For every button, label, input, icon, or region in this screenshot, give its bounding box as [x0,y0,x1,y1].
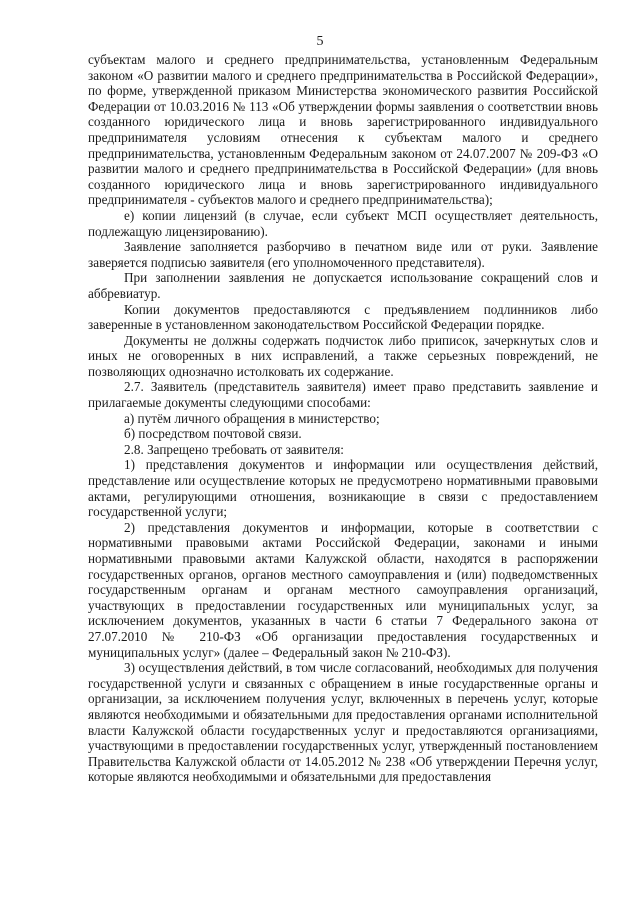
document-body [88,52,598,785]
list-item-a: а) путём личного обращения в министерство; [124,410,380,426]
list-item-b: б) посредством почтовой связи. [124,426,302,442]
list-item-2: 2) представления документов и информации, которые в соответствии с нормативными правовыми актами Российской Федерации, законами и иными нормативными правовыми актами Калужской области, находятся в распоряжении государственных органов, органов местного самоуправления и (или) подведомственных государственным органам и органам местного самоуправления организаций, участвующих в предоставлении государственных или муниципальных услуг, за исключением документов, указанных в части 6 статьи 7 Федерального закона от 27.07.2010 № 210-ФЗ «Об организации предоставления государственных и муниципальных услуг» (далее – Федеральный закон № 210-ФЗ). [88,519,598,660]
paragraph-copies: Копии документов предоставляются с предъявлением подлинников либо заверенные в установленном законодательством Российской Федерации порядке. [88,301,598,333]
page-number: 5 [316,34,324,49]
paragraph-continuation: субъектам малого и среднего предпринимательства, установленным Федеральным законом «О развитии малого и среднего предпринимательства в Российской Федерации», по форме, утвержденной приказом Министерства экономического развития Российской Федерации от 10.03.2016 № 113 «Об утверждении формы заявления о соответствии вновь созданного юридического лица и вновь зарегистрированного индивидуального предпринимателя условиям отнесения к субъектам малого и среднего предпринимательства, установленным Федеральным законом от 24.07.2007 № 209-ФЗ «О развитии малого и среднего предпринимательства в Российской Федерации» (для вновь созданного юридического лица и вновь зарегистрированного индивидуального предпринимателя - субъектов малого и среднего предпринимательства); [88,52,598,208]
list-item-3: 3) осуществления действий, в том числе согласований, необходимых для получения государственной услуги и связанных с обращением в иные государственные органы и организации, за исключением получения услуг, включенных в перечень услуг, которые являются необходимыми и обязательными для предоставления органами исполнительной власти Калужской области государственных услуг и предоставляются организациями, участвующими в предоставлении государственных услуг, утвержденный постановлением Правительства Калужской области от 14.05.2012 № 238 «Об утверждении Перечня услуг, которые являются необходимыми и обязательными для предоставления [88,660,598,785]
paragraph-section-2-8: 2.8. Запрещено требовать от заявителя: [124,441,344,457]
paragraph-section-2-7: 2.7. Заявитель (представитель заявителя) имеет право представить заявление и прилагаемые документы следующими способами: [88,379,598,411]
paragraph-licenses: е) копии лицензий (в случае, если субъект МСП осуществляет деятельность, подлежащую лицензированию). [88,207,598,239]
list-item-1: 1) представления документов и информации или осуществления действий, представление или осуществление которых не предусмотрено нормативными правовыми актами, регулирующими отношения, возникающие в связи с предоставлением государственной услуги; [88,457,598,520]
paragraph-corrections: Документы не должны содержать подчисток либо приписок, зачеркнутых слов и иных не оговоренных в них исправлений, а также серьезных повреждений, не позволяющих однозначно истолковать их содержание. [88,332,598,379]
paragraph-abbreviations: При заполнении заявления не допускается использование сокращений слов и аббревиатур. [88,270,598,301]
paragraph-form-filling: Заявление заполняется разборчиво в печатном виде или от руки. Заявление заверяется подписью заявителя (его уполномоченного представителя). [88,239,598,270]
